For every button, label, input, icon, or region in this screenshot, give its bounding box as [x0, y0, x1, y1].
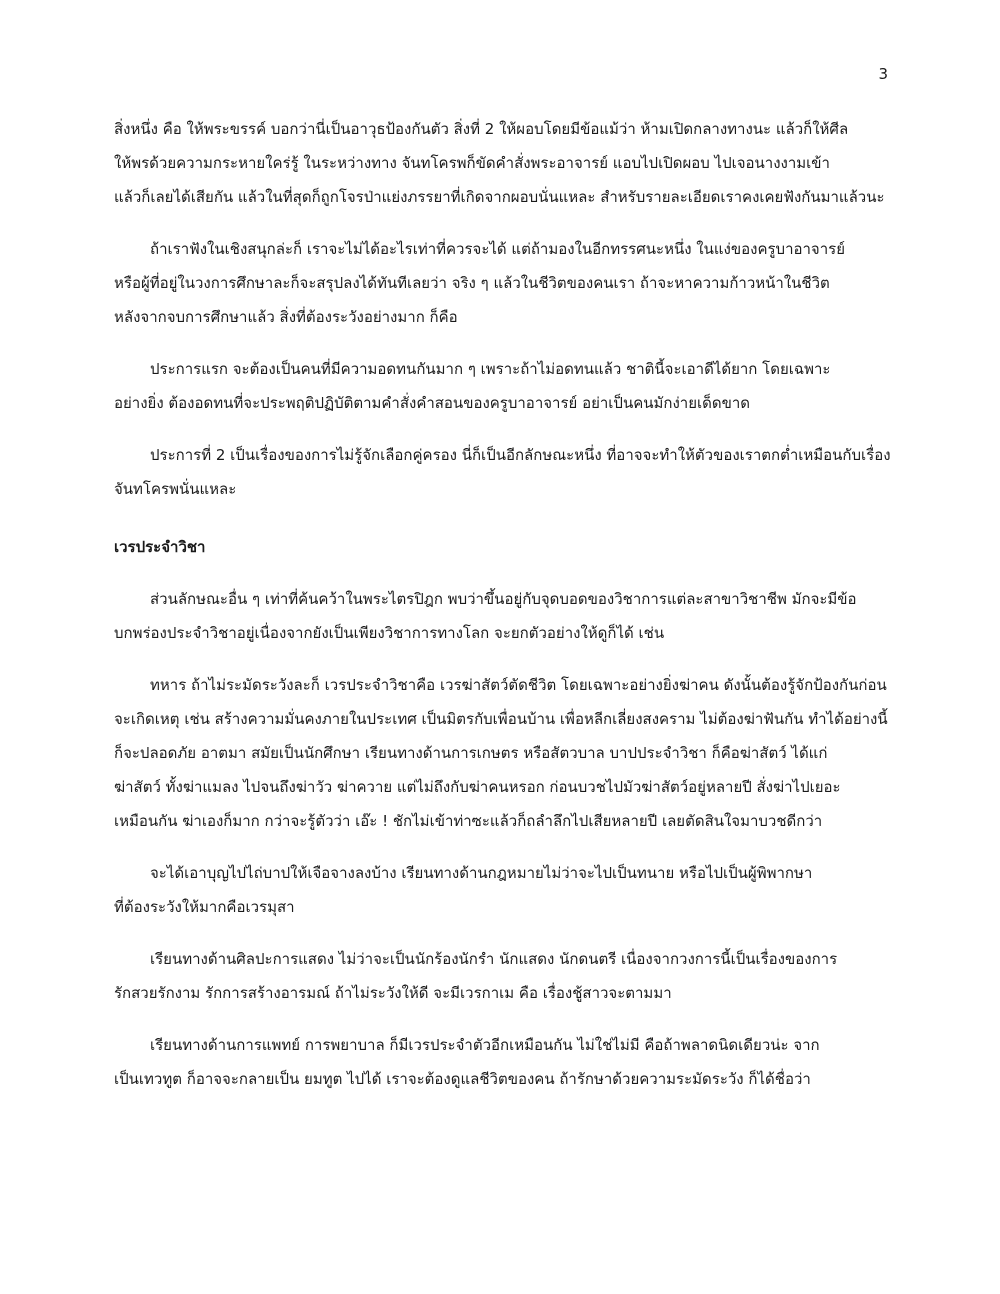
text-line: ก็จะปลอดภัย อาตมา สมัยเป็นนักศึกษา เรียนทางด้านการเกษตร หรือสัตวบาล บาปประจำวิชา ก็คือฆ่าสัตว์ ได้แก่: [114, 744, 828, 762]
text-line: เป็นเทวทูต ก็อาจจะกลายเป็น ยมทูต ไปได้ เราจะต้องดูแลชีวิตของคน ถ้ารักษาด้วยความระมัดระวัง ก็ได้ชื่อว่า: [114, 1070, 811, 1088]
text-line: เรียนทางด้านศิลปะการแสดง ไม่ว่าจะเป็นนักร้องนักรำ นักแสดง นักดนตรี เนื่องจากวงการนี้เป็นเรื่องของการ: [150, 950, 838, 968]
text-line: อย่างยิ่ง ต้องอดทนที่จะประพฤติปฏิบัติตามคำสั่งคำสอนของครูบาอาจารย์ อย่าเป็นคนมักง่ายเด็ดขาด: [114, 394, 751, 412]
paragraph: [114, 352, 904, 420]
section-heading: เวรประจำวิชา: [114, 538, 206, 556]
text-line: แล้วก็เลยได้เสียกัน แล้วในที่สุดก็ถูกโจรป่าแย่งภรรยาที่เกิดจากผอบนั่นแหละ สำหรับรายละเอียดเราคงเคยฟังกันมาแล้วนะ: [114, 188, 885, 206]
text-line: หลังจากจบการศึกษาแล้ว สิ่งที่ต้องระวังอย่างมาก ก็คือ: [114, 308, 458, 326]
paragraph: [114, 112, 904, 214]
document-body: [114, 112, 904, 1096]
text-line: เรียนทางด้านการแพทย์ การพยาบาล ก็มีเวรประจำตัวอีกเหมือนกัน ไม่ใช่ไม่มี คือถ้าพลาดนิดเดียวน่ะ จาก: [150, 1036, 820, 1054]
text-line: ประการแรก จะต้องเป็นคนที่มีความอดทนกันมาก ๆ เพราะถ้าไม่อดทนแล้ว ชาตินี้จะเอาดีได้ยาก โดยเฉพาะ: [150, 360, 831, 378]
text-line: ส่วนลักษณะอื่น ๆ เท่าที่ค้นคว้าในพระไตรปิฎก พบว่าขึ้นอยู่กับจุดบอดของวิชาการแต่ละสาขาวิชาชีพ มักจะมีข้อ: [150, 590, 857, 608]
text-line: จะเกิดเหตุ เช่น สร้างความมั่นคงภายในประเทศ เป็นมิตรกับเพื่อนบ้าน เพื่อหลีกเลี่ยงสงคราม ไม่ต้องฆ่าฟันกัน ทำได้อย่างนี้: [114, 710, 888, 728]
text-line: ถ้าเราฟังในเชิงสนุกล่ะก็ เราจะไม่ได้อะไรเท่าที่ควรจะได้ แต่ถ้ามองในอีกทรรศนะหนึ่ง ในแง่ของครูบาอาจารย์: [150, 240, 845, 258]
text-line: ให้พรด้วยความกระหายใคร่รู้ ในระหว่างทาง จันทโครพก็ขัดคำสั่งพระอาจารย์ แอบไปเปิดผอบ ไปเจอนางงามเข้า: [114, 154, 830, 172]
text-line: สิ่งหนึ่ง คือ ให้พระขรรค์ บอกว่านี่เป็นอาวุธป้องกันตัว สิ่งที่ 2 ให้ผอบโดยมีข้อแม้ว่า ห้ามเปิดกลางทางนะ แล้วก็ให้ศีล: [114, 120, 849, 138]
text-line: จันทโครพนั่นแหละ: [114, 480, 237, 498]
paragraph: [114, 856, 904, 924]
paragraph: [114, 232, 904, 334]
text-line: เหมือนกัน ฆ่าเองก็มาก กว่าจะรู้ตัวว่า เอ๊ะ ! ชักไม่เข้าท่าซะแล้วก็ถลำลึกไปเสียหลายปี เลยตัดสินใจมาบวชดีกว่า: [114, 812, 823, 830]
paragraph: [114, 1028, 904, 1096]
text-line: จะได้เอาบุญไปไถ่บาปให้เจือจางลงบ้าง เรียนทางด้านกฎหมายไม่ว่าจะไปเป็นทนาย หรือไปเป็นผู้พิพากษา: [150, 864, 813, 882]
text-line: ประการที่ 2 เป็นเรื่องของการไม่รู้จักเลือกคู่ครอง นี่ก็เป็นอีกลักษณะหนึ่ง ที่อาจจะทำให้ตัวของเราตกต่ำเหมือนกับเรื่อง: [150, 446, 891, 464]
text-line: รักสวยรักงาม รักการสร้างอารมณ์ ถ้าไม่ระวังให้ดี จะมีเวรกาเม คือ เรื่องชู้สาวจะตามมา: [114, 984, 672, 1002]
paragraph: [114, 582, 904, 650]
paragraph: [114, 942, 904, 1010]
text-line: ทหาร ถ้าไม่ระมัดระวังละก็ เวรประจำวิชาคือ เวรฆ่าสัตว์ตัดชีวิต โดยเฉพาะอย่างยิ่งฆ่าคน ดังนั้นต้องรู้จักป้องกันก่อน: [150, 676, 887, 694]
text-line: หรือผู้ที่อยู่ในวงการศึกษาละก็จะสรุปลงได้ทันทีเลยว่า จริง ๆ แล้วในชีวิตของคนเรา ถ้าจะหาความก้าวหน้าในชีวิต: [114, 274, 830, 292]
text-line: ที่ต้องระวังให้มากคือเวรมุสา: [114, 898, 295, 916]
text-line: บกพร่องประจำวิชาอยู่เนื่องจากยังเป็นเพียงวิชาการทางโลก จะยกตัวอย่างให้ดูก็ได้ เช่น: [114, 624, 665, 642]
text-line: ฆ่าสัตว์ ทั้งฆ่าแมลง ไปจนถึงฆ่าวัว ฆ่าควาย แต่ไม่ถึงกับฆ่าคนหรอก ก่อนบวชไปมัวฆ่าสัตว์อยู่หลายปี สั่งฆ่าไปเยอะ: [114, 778, 841, 796]
paragraph: [114, 438, 904, 506]
paragraph: [114, 668, 904, 838]
page-number: 3: [878, 65, 888, 83]
